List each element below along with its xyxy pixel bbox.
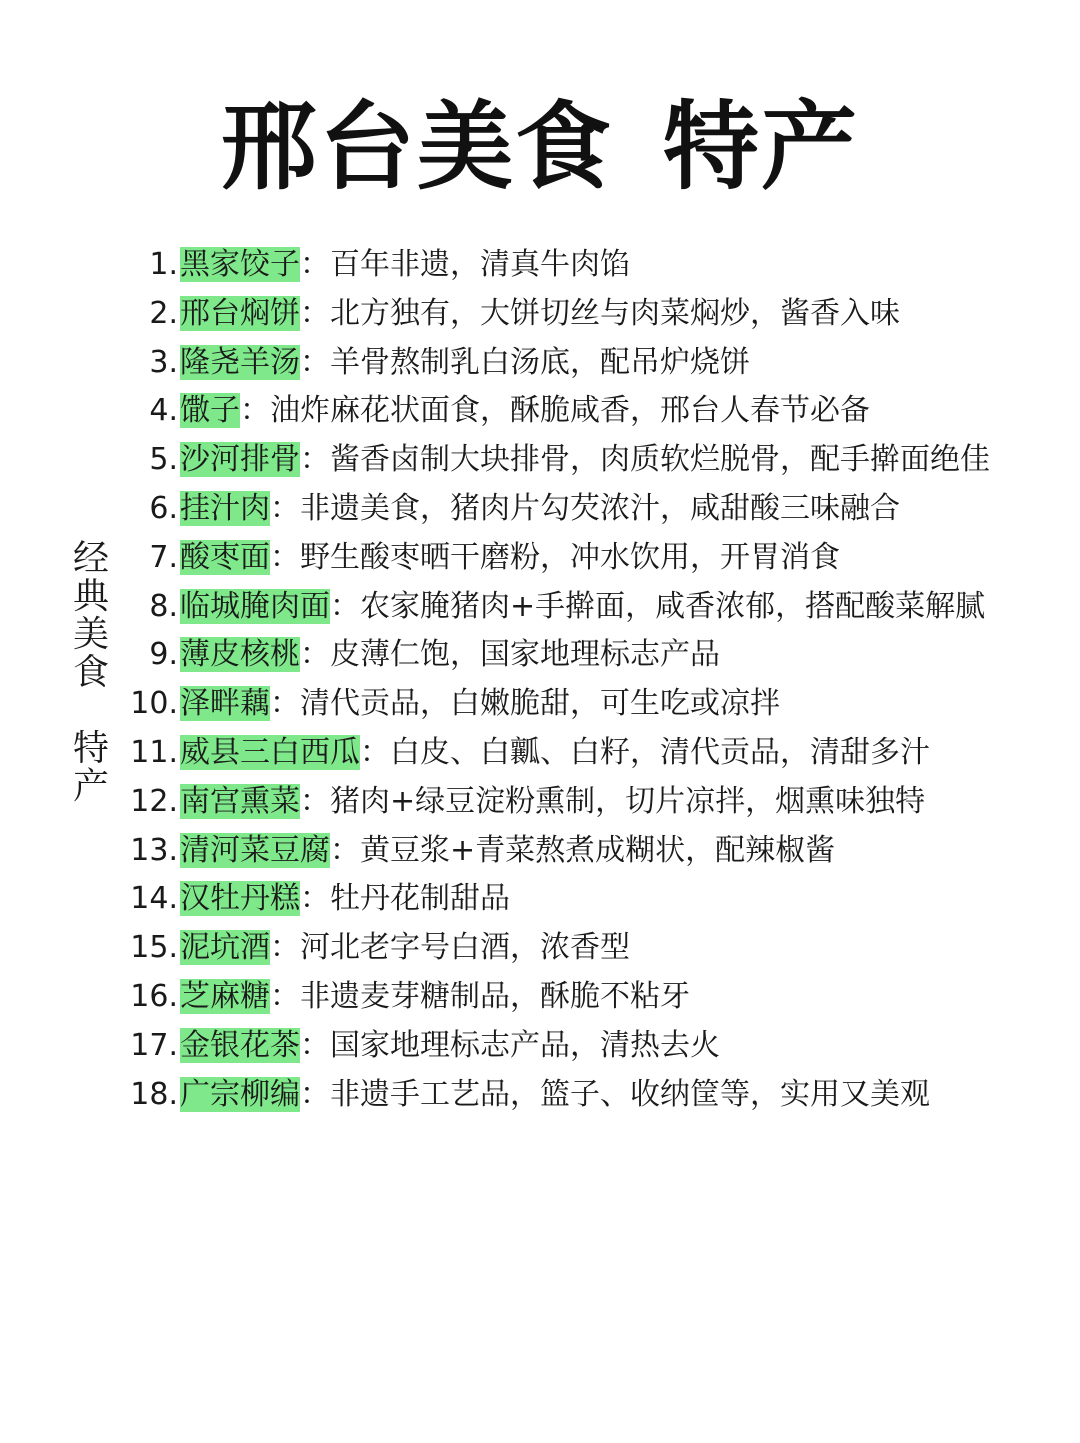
item-body [180, 290, 900, 339]
side-label-char: 典 [72, 576, 109, 617]
side-label-char: 产 [72, 766, 109, 807]
list-item [0, 778, 1080, 827]
item-body [180, 875, 510, 924]
title-sub: 特产 [663, 91, 859, 203]
item-body [180, 778, 925, 827]
list-item [0, 680, 1080, 729]
item-description: 非遗麦芽糖制品，酥脆不粘牙 [300, 978, 690, 1014]
item-body [180, 827, 835, 876]
list-item [0, 729, 1080, 778]
item-name-highlight: 薄皮核桃 [180, 637, 300, 673]
list-item [0, 631, 1080, 680]
item-separator: ： [300, 344, 330, 380]
item-body [180, 729, 930, 778]
item-description: 国家地理标志产品，清热去火 [330, 1027, 720, 1063]
item-separator: ： [270, 686, 300, 722]
item-name-highlight: 馓子 [180, 393, 240, 429]
item-separator: ： [270, 539, 300, 575]
side-label-char: 经 [72, 538, 109, 579]
list-item [0, 534, 1080, 583]
item-separator: ： [270, 978, 300, 1014]
item-name-highlight: 汉牡丹糕 [180, 881, 300, 917]
item-number: 11. [130, 734, 178, 770]
item-body [180, 436, 990, 485]
item-name-highlight: 隆尧羊汤 [180, 344, 300, 380]
list-item [0, 924, 1080, 973]
item-description: 羊骨熬制乳白汤底，配吊炉烧饼 [330, 344, 750, 380]
item-name-highlight: 挂汁肉 [180, 490, 270, 526]
item-number: 1. [149, 247, 178, 282]
list-item [0, 1071, 1080, 1120]
item-description: 酱香卤制大块排骨，肉质软烂脱骨，配手擀面绝佳 [330, 442, 990, 478]
item-name-highlight: 临城腌肉面 [180, 588, 330, 624]
item-number: 18. [130, 1076, 178, 1112]
item-separator: ： [330, 588, 360, 624]
list-item [0, 485, 1080, 534]
item-description: 皮薄仁饱，国家地理标志产品 [330, 637, 720, 673]
food-list [0, 241, 1080, 1119]
item-separator: ： [300, 295, 330, 331]
item-number: 12. [130, 783, 178, 819]
item-description: 非遗美食，猪肉片勾芡浓汁，咸甜酸三味融合 [300, 490, 900, 526]
item-number: 3. [149, 344, 178, 380]
item-separator: ： [270, 930, 300, 966]
item-separator: ： [300, 881, 330, 917]
item-number: 13. [130, 832, 178, 868]
list-item [0, 1022, 1080, 1071]
item-body [180, 631, 720, 680]
item-body [180, 973, 690, 1022]
item-body [180, 583, 985, 632]
item-separator: ： [300, 783, 330, 819]
item-name-highlight: 金银花茶 [180, 1027, 300, 1063]
item-name-highlight: 沙河排骨 [180, 442, 300, 478]
side-label-char: 美 [72, 614, 109, 655]
item-body [180, 924, 630, 973]
page-title [0, 92, 1080, 202]
item-description: 百年非遗，清真牛肉馅 [330, 247, 630, 282]
item-description: 黄豆浆+青菜熬煮成糊状，配辣椒酱 [360, 832, 836, 868]
item-description: 野生酸枣晒干磨粉，冲水饮用，开胃消食 [300, 539, 840, 575]
item-number: 8. [149, 588, 178, 624]
item-description: 白皮、白瓤、白籽，清代贡品，清甜多汁 [390, 734, 930, 770]
item-name-highlight: 芝麻糖 [180, 978, 270, 1014]
item-body [180, 1022, 720, 1071]
item-body [180, 387, 870, 436]
item-number: 16. [130, 978, 178, 1014]
list-item [0, 339, 1080, 388]
item-description: 清代贡品，白嫩脆甜，可生吃或凉拌 [300, 686, 780, 722]
item-description: 油炸麻花状面食，酥脆咸香，邢台人春节必备 [270, 393, 870, 429]
item-number: 17. [130, 1027, 178, 1063]
item-body [180, 339, 750, 388]
list-item [0, 583, 1080, 632]
list-item [0, 875, 1080, 924]
item-body [180, 680, 780, 729]
item-body [180, 534, 840, 583]
item-name-highlight: 酸枣面 [180, 539, 270, 575]
item-separator: ： [270, 490, 300, 526]
item-description: 猪肉+绿豆淀粉熏制，切片凉拌，烟熏味独特 [330, 783, 926, 819]
item-name-highlight: 泽畔藕 [180, 686, 270, 722]
title-main: 邢台美食 [221, 91, 613, 203]
item-number: 5. [149, 442, 178, 478]
item-name-highlight: 泥坑酒 [180, 930, 270, 966]
item-separator: ： [330, 832, 360, 868]
item-name-highlight: 广宗柳编 [180, 1076, 300, 1112]
side-label-char: 食 [72, 652, 109, 693]
item-separator: ： [300, 637, 330, 673]
item-separator: ： [360, 734, 390, 770]
list-item [0, 241, 1080, 290]
item-number: 7. [149, 539, 178, 575]
item-number: 2. [149, 295, 178, 331]
item-body [180, 1071, 930, 1120]
item-number: 10. [130, 686, 178, 722]
item-number: 14. [130, 881, 178, 917]
list-item [0, 387, 1080, 436]
list-item [0, 436, 1080, 485]
item-description: 牡丹花制甜品 [330, 881, 510, 917]
item-separator: ： [240, 393, 270, 429]
item-number: 15. [130, 930, 178, 966]
item-separator: ： [300, 1076, 330, 1112]
list-item [0, 973, 1080, 1022]
item-description: 北方独有，大饼切丝与肉菜焖炒，酱香入味 [330, 295, 900, 331]
item-description: 农家腌猪肉+手擀面，咸香浓郁，搭配酸菜解腻 [360, 588, 986, 624]
item-number: 4. [149, 393, 178, 429]
item-separator: ： [300, 247, 330, 282]
list-item [0, 290, 1080, 339]
item-description: 非遗手工艺品，篮子、收纳筐等，实用又美观 [330, 1076, 930, 1112]
item-name-highlight: 南宫熏菜 [180, 783, 300, 819]
item-name-highlight: 黑家饺子 [180, 247, 300, 282]
item-separator: ： [300, 442, 330, 478]
item-separator: ： [300, 1027, 330, 1063]
item-name-highlight: 威县三白西瓜 [180, 734, 360, 770]
list-item [0, 827, 1080, 876]
item-number: 6. [149, 490, 178, 526]
item-name-highlight: 邢台焖饼 [180, 295, 300, 331]
side-label-char: 特 [72, 728, 109, 769]
item-name-highlight: 清河菜豆腐 [180, 832, 330, 868]
item-description: 河北老字号白酒，浓香型 [300, 930, 630, 966]
item-body [180, 241, 630, 290]
item-body [180, 485, 900, 534]
item-number: 9. [149, 637, 178, 673]
